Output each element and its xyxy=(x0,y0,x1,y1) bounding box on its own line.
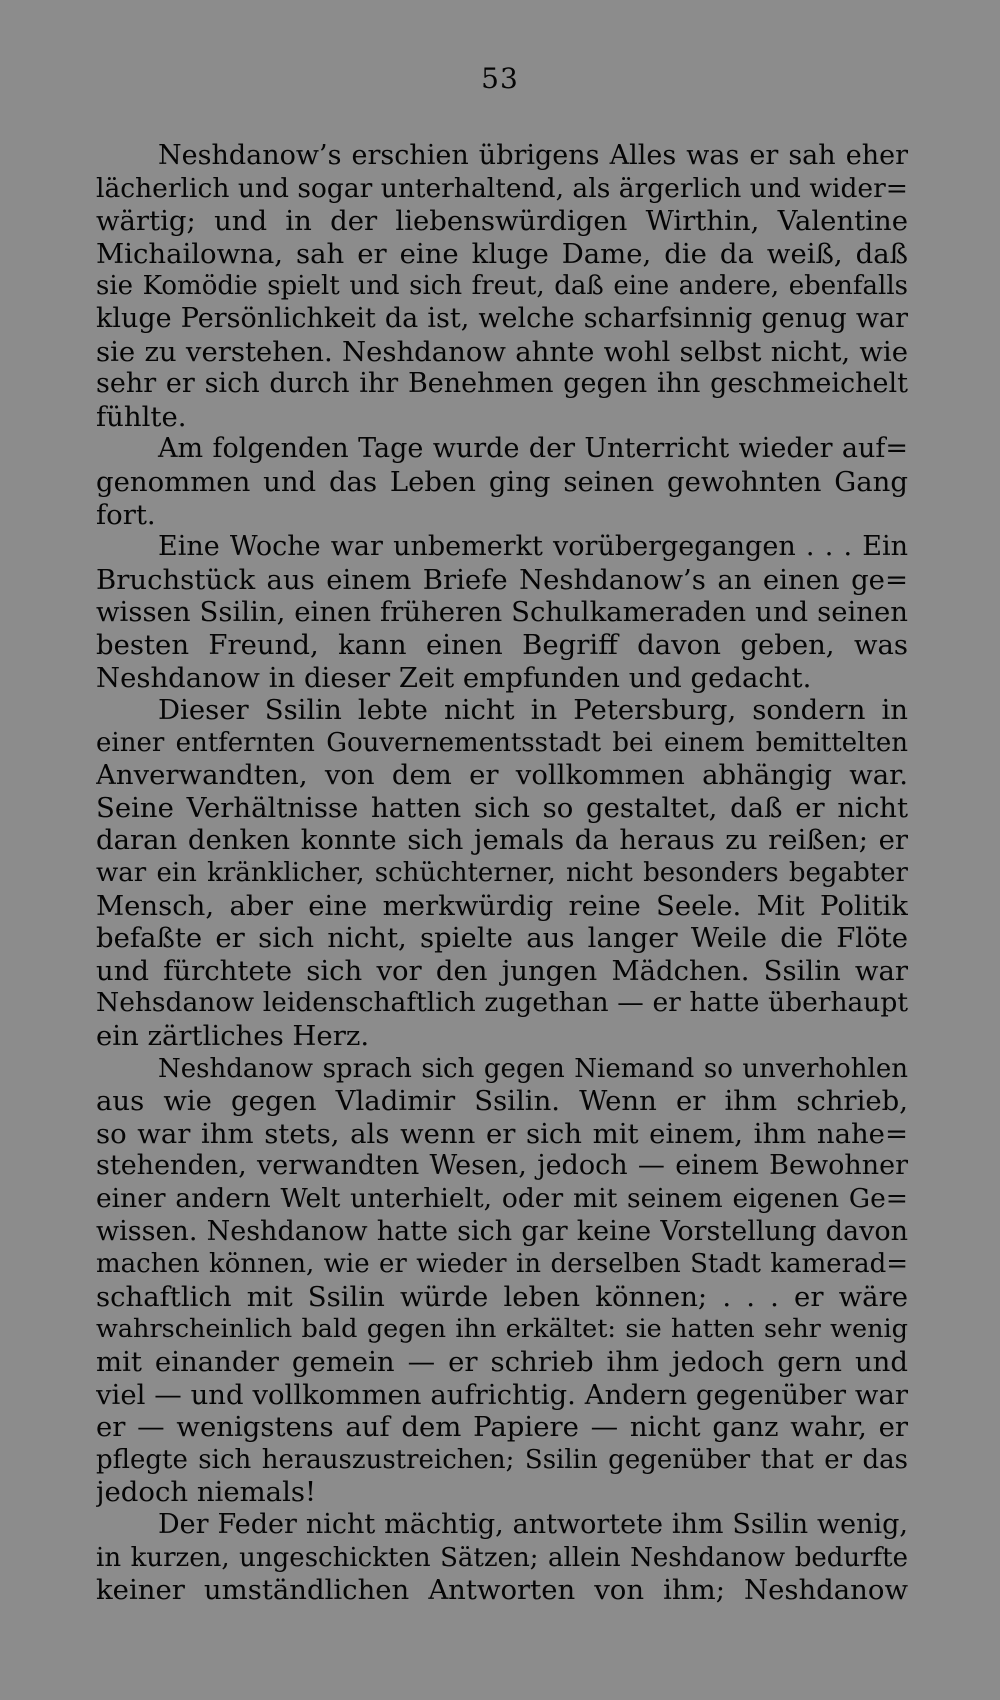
text-line: keiner umständlichen Antworten von ihm; Neshdanow xyxy=(96,1574,908,1607)
body-text xyxy=(96,140,908,1607)
text-line: Am folgenden Tage wurde der Unterricht wieder auf= xyxy=(158,433,908,465)
text-line: einer andern Welt unterhielt, oder mit seinem eigenen Ge= xyxy=(96,1183,908,1214)
text-line: fühlte. xyxy=(96,400,187,433)
text-line: besten Freund, kann einen Begriff davon geben, was xyxy=(96,628,908,661)
page-number: 53 xyxy=(481,62,519,95)
text-line: Neshdanow in dieser Zeit empfunden und gedacht. xyxy=(96,661,812,694)
text-line: Neshdanow’s erschien übrigens Alles was er sah eher xyxy=(158,140,908,171)
text-line: stehenden, verwandten Wesen, jedoch — einem Bewohner xyxy=(96,1150,908,1182)
text-line: Anverwandten, von dem er vollkommen abhängig war. xyxy=(96,759,908,792)
text-line: ein zärtliches Herz. xyxy=(96,1020,370,1053)
text-line: Nehsdanow leidenschaftlich zugethan — er hatte überhaupt xyxy=(96,987,908,1019)
text-line: er — wenigstens auf dem Papiere — nicht ganz wahr, er xyxy=(96,1411,908,1444)
text-line: Bruchstück aus einem Briefe Neshdanow’s an einen ge= xyxy=(96,563,908,596)
text-line: fort. xyxy=(96,498,156,531)
text-line: einer entfernten Gouvernementsstadt bei einem bemittelten xyxy=(96,727,908,758)
text-line: viel — und vollkommen aufrichtig. Andern gegenüber war xyxy=(96,1378,908,1411)
text-line: befaßte er sich nicht, spielte aus langer Weile die Flöte xyxy=(96,922,908,955)
text-line: Dieser Ssilin lebte nicht in Petersburg, sondern in xyxy=(158,694,908,727)
text-line: lächerlich und sogar unterhaltend, als ärgerlich und wider= xyxy=(96,172,908,204)
text-line: Mensch, aber eine merkwürdig reine Seele. Mit Politik xyxy=(96,889,908,922)
text-line: wissen Ssilin, einen früheren Schulkameraden und seinen xyxy=(96,596,908,629)
text-line: kluge Persönlichkeit da ist, welche scharfsinnig genug war xyxy=(96,302,908,334)
text-line: machen können, wie er wieder in derselben Stadt kamerad= xyxy=(96,1249,908,1280)
text-line: sehr er sich durch ihr Benehmen gegen ihn geschmeichelt xyxy=(96,368,908,400)
text-line: aus wie gegen Vladimir Ssilin. Wenn er ihm schrieb, xyxy=(96,1085,908,1118)
text-line: mit einander gemein — er schrieb ihm jedoch gern und xyxy=(96,1345,908,1378)
text-line: Michailowna, sah er eine kluge Dame, die da weiß, daß xyxy=(96,237,908,270)
text-line: Eine Woche war unbemerkt vorübergegangen . . . Ein xyxy=(158,531,908,563)
text-line: jedoch niemals! xyxy=(96,1476,317,1509)
text-line: und fürchtete sich vor den jungen Mädchen. Ssilin war xyxy=(96,954,908,987)
text-line: wissen. Neshdanow hatte sich gar keine Vorstellung davon xyxy=(96,1215,908,1247)
text-line: Seine Verhältnisse hatten sich so gestaltet, daß er nicht xyxy=(96,791,908,824)
text-line: wärtig; und in der liebenswürdigen Wirthin, Valentine xyxy=(96,205,908,238)
text-line: pflegte sich herauszustreichen; Ssilin gegenüber that er das xyxy=(96,1444,908,1475)
text-line: Neshdanow sprach sich gegen Niemand so unverhohlen xyxy=(158,1053,908,1084)
text-line: in kurzen, ungeschickten Sätzen; allein Neshdanow bedurfte xyxy=(96,1542,908,1573)
text-line: wahrscheinlich bald gegen ihn erkältet: sie hatten sehr wenig xyxy=(96,1314,908,1345)
text-line: genommen und das Leben ging seinen gewohnten Gang xyxy=(96,465,908,498)
text-line: so war ihm stets, als wenn er sich mit einem, ihm nahe= xyxy=(96,1117,908,1150)
text-line: daran denken konnte sich jemals da heraus zu reißen; er xyxy=(96,824,908,857)
text-line: schaftlich mit Ssilin würde leben können; . . . er wäre xyxy=(96,1280,908,1313)
text-line: sie zu verstehen. Neshdanow ahnte wohl selbst nicht, wie xyxy=(96,335,908,368)
text-line: war ein kränklicher, schüchterner, nicht besonders begabter xyxy=(96,858,908,889)
text-line: Der Feder nicht mächtig, antwortete ihm Ssilin wenig, xyxy=(158,1508,908,1540)
text-line: sie Komödie spielt und sich freut, daß eine andere, ebenfalls xyxy=(96,271,908,302)
